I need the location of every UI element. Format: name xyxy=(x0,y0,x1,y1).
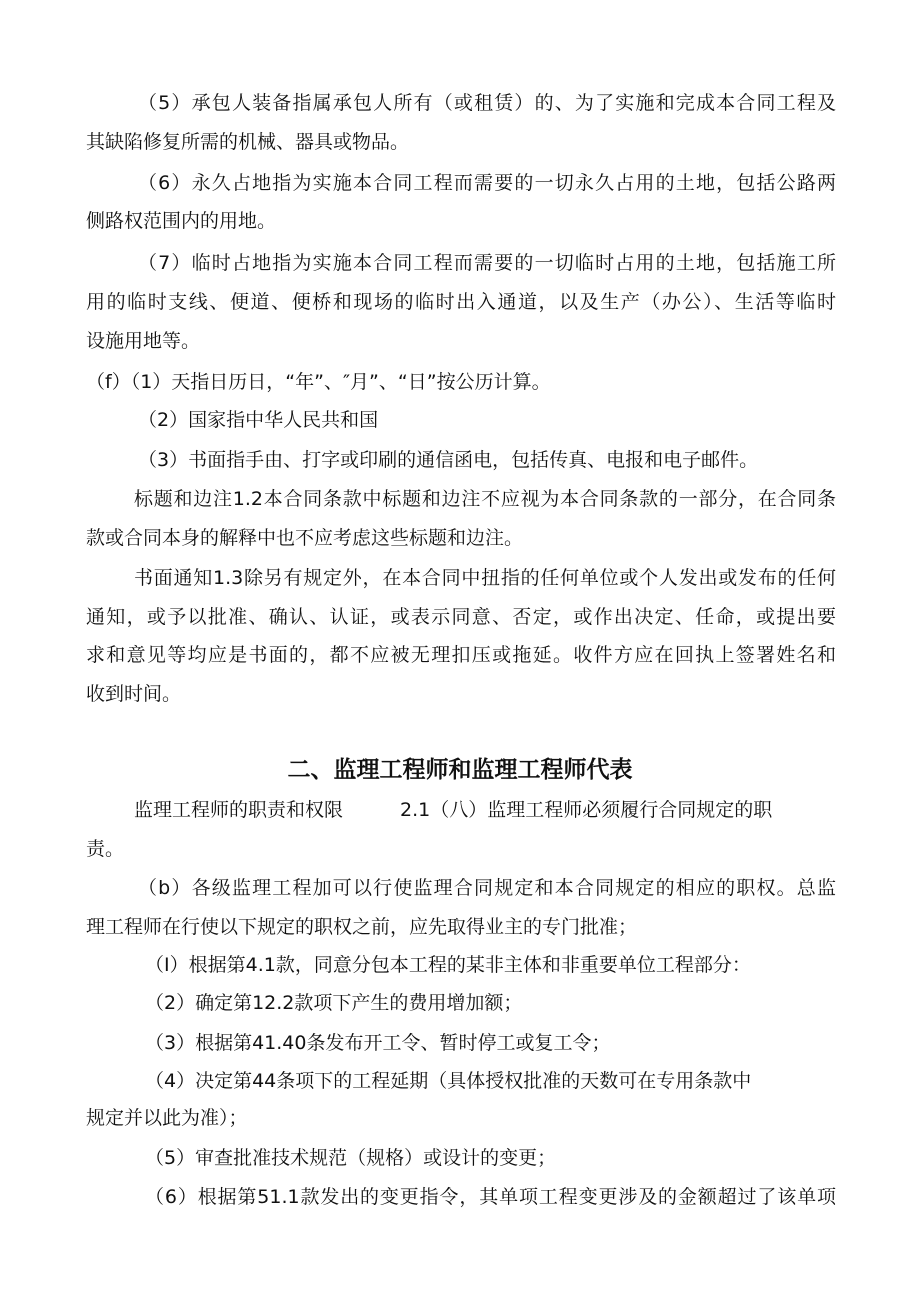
section-heading: 二、监理工程师和监理工程师代表 xyxy=(287,757,633,783)
clause-5-line-1: （5）承包人装备指属承包人所有（或租赁）的、为了实施和完成本合同工程及 xyxy=(138,92,836,114)
item-6-line: （6）根据第51.1款发出的变更指令，其单项工程变更涉及的金额超过了该单项 xyxy=(145,1186,836,1208)
clause-1-3-line-4: 收到时间。 xyxy=(86,683,182,705)
clause-2-1-line-2: 责。 xyxy=(86,838,125,860)
clause-f-2-line: （2）国家指中华人民共和国 xyxy=(138,409,379,431)
clause-1-3-line-3: 求和意见等均应是书面的，都不应被无理扣压或拖延。收件方应在回执上签署姓名和 xyxy=(86,644,836,666)
clause-1-2-line-1: 标题和边注1.2本合同条款中标题和边注不应视为本合同条款的一部分，在合同条 xyxy=(134,488,836,510)
clause-f-3-line: （3）书面指手由、打字或印刷的通信函电，包括传真、电报和电子邮件。 xyxy=(138,449,759,471)
clause-2-1-line-1: 监理工程师的职责和权限 2.1（八）监理工程师必须履行合同规定的职 xyxy=(134,799,773,821)
item-4-line-1: （4）决定第44条项下的工程延期（具体授权批准的天数可在专用条款中 xyxy=(145,1070,752,1092)
clause-6-line-2: 侧路权范围内的用地。 xyxy=(86,210,277,232)
item-5-line: （5）审查批准技术规范（规格）或设计的变更； xyxy=(145,1147,557,1169)
item-I-line: （I）根据第4.1款，同意分包本工程的某非主体和非重要单位工程部分： xyxy=(145,954,751,976)
clause-1-3-line-2: 通知，或予以批准、确认、认证，或表示同意、否定，或作出决定、任命，或提出要 xyxy=(86,606,836,628)
item-2-line: （2）确定第12.2款项下产生的费用增加额； xyxy=(145,992,523,1014)
clause-b-line-1: （b）各级监理工程加可以行使监理合同规定和本合同规定的相应的职权。总监 xyxy=(138,877,836,899)
clause-7-line-2: 用的临时支线、便道、便桥和现场的临时出入通道，以及生产（办公）、生活等临时 xyxy=(86,291,836,313)
clause-f-1-line: （f）（1）天指日历日，“年”、″月”、“日”按公历计算。 xyxy=(86,371,551,393)
clause-b-line-2: 理工程师在行使以下规定的职权之前，应先取得业主的专门批准； xyxy=(86,916,638,938)
clause-7-line-1: （7）临时占地指为实施本合同工程而需要的一切临时占用的土地，包括施工所 xyxy=(138,252,836,274)
clause-6-line-1: （6）永久占地指为实施本合同工程而需要的一切永久占用的土地，包括公路两 xyxy=(138,172,836,194)
clause-1-2-line-2: 款或合同本身的解释中也不应考虑这些标题和边注。 xyxy=(86,527,524,549)
clause-1-3-line-1: 书面通知1.3除另有规定外，在本合同中扭指的任何单位或个人发出或发布的任何 xyxy=(134,567,836,589)
item-3-line: （3）根据第41.40条发布开工令、暂时停工或复工令； xyxy=(145,1032,611,1054)
clause-7-line-3: 设施用地等。 xyxy=(86,330,201,352)
clause-5-line-2: 其缺陷修复所需的机械、器具或物品。 xyxy=(86,131,410,153)
item-4-line-2: 规定并以此为准）； xyxy=(86,1107,248,1129)
